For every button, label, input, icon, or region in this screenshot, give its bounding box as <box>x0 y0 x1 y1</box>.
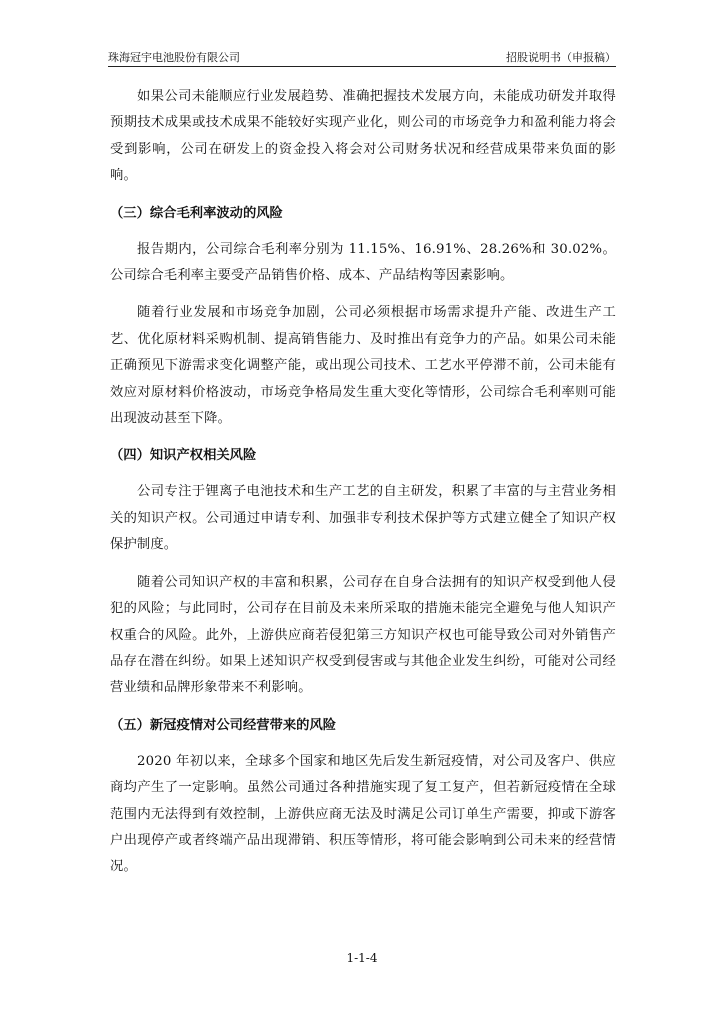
paragraph: 公司专注于锂离子电池技术和生产工艺的自主研发，积累了丰富的与主营业务相关的知识产权。公司通过申请专利、加强非专利技术保护等方式建立健全了知识产权保护制度。 <box>110 484 616 553</box>
section-heading: （三）综合毛利率波动的风险 <box>110 205 283 221</box>
section-heading: （四）知识产权相关风险 <box>110 448 257 464</box>
page-number: 1-1-4 <box>346 951 378 965</box>
paragraph: 随着公司知识产权的丰富和积累，公司存在自身合法拥有的知识产权受到他人侵犯的风险；与此同时，公司存在目前及未来所采取的措施未能完全避免与他人知识产权重合的风险。此外，上游供应商若侵犯第三方知识产权也可能导致公司对外销售产品存在潜在纠纷。如果上述知识产权受到侵害或与其他企业发生纠纷，可能对公司经营业绩和品牌形象带来不利影响。 <box>110 574 616 696</box>
paragraph: 如果公司未能顺应行业发展趋势、准确把握技术发展方向，未能成功研发并取得预期技术成果或技术成果不能较好实现产业化，则公司的市场竞争力和盈利能力将会受到影响，公司在研发上的资金投入将会对公司财务状况和经营成果带来负面的影响。 <box>110 89 616 184</box>
paragraph: 报告期内，公司综合毛利率分别为 11.15%、16.91%、28.26%和 30.02%。公司综合毛利率主要受产品销售价格、成本、产品结构等因素影响。 <box>110 241 616 284</box>
company-name: 珠海冠宇电池股份有限公司 <box>108 51 240 64</box>
paragraph: 随着行业发展和市场竞争加剧，公司必须根据市场需求提升产能、改进生产工艺、优化原材料采购机制、提高销售能力、及时推出有竞争力的产品。如果公司未能正确预见下游需求变化调整产能，或出现公司技术、工艺水平停滞不前，公司未能有效应对原材料价格波动，市场竞争格局发生重大变化等情形，公司综合毛利率则可能出现波动甚至下降。 <box>110 305 616 427</box>
header-rule <box>108 66 616 67</box>
document-body <box>110 84 616 892</box>
paragraph: 2020 年初以来，全球多个国家和地区先后发生新冠疫情，对公司及客户、供应商均产生了一定影响。虽然公司通过各种措施实现了复工复产，但若新冠疫情在全球范围内无法得到有效控制，上游供应商无法及时满足公司订单生产需要，抑或下游客户出现停产或者终端产品出现滞销、积压等情形，将可能会影响到公司未来的经营情况。 <box>110 753 616 875</box>
document-title: 招股说明书（申报稿） <box>506 51 616 64</box>
section-heading: （五）新冠疫情对公司经营带来的风险 <box>110 717 337 733</box>
